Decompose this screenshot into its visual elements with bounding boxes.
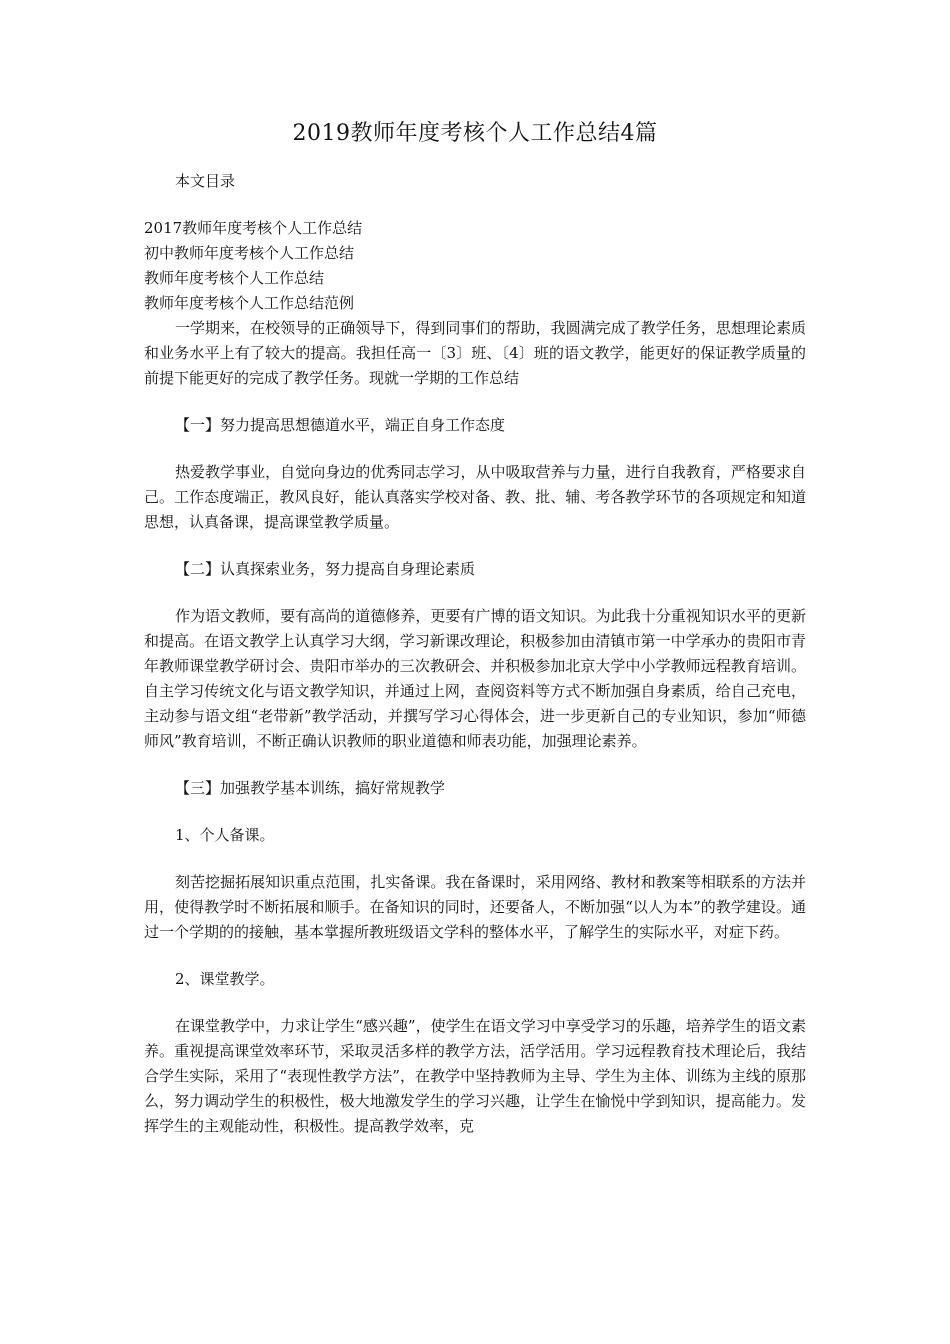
subsection-body-2: 在课堂教学中，力求让学生“感兴趣”，使学生在语文学习中享受学习的乐趣，培养学生的语文素养。重视提高课堂效率环节，采取灵活多样的教学方法，活学活用。学习远程教育技术理论后，我结合学生实际，采用了“表现性教学方法”，在教学中坚持教师为主导、学生为主体、训练为主线的原那么，努力调动学生的积极性，极大地激发学生的学习兴趣，让学生在愉悦中学到知识，提高能力。发挥学生的主观能动性，积极性。提高教学效率，克 [144,1017,806,1135]
document-title: 2019教师年度考核个人工作总结4篇 [292,121,658,146]
section-body-2: 作为语文教师，要有高尚的道德修养，更要有广博的语文知识。为此我十分重视知识水平的更新和提高。在语文教学上认真学习大纲，学习新课改理论，积极参加由清镇市第一中学承办的贵阳市青年教师课堂教学研讨会、贵阳市举办的三次教研会、并积极参加北京大学中小学教师远程教育培训。自主学习传统文化与语文教学知识，并通过上网，查阅资料等方式不断加强自身素质，给自己充电，主动参与语文组“老带新”教学活动，并撰写学习心得体会，进一步更新自己的专业知识，参加“师德师风”教育培训，不断正确认识教师的职业道德和师表功能，加强理论素养。 [144,607,806,750]
section-heading-2: 【二】认真探索业务，努力提高自身理论素质 [175,560,476,578]
subsection-heading-1: 1、个人备课。 [175,826,275,844]
toc-item[interactable]: 教师年度考核个人工作总结 [144,269,325,287]
toc-item[interactable]: 教师年度考核个人工作总结范例 [144,294,355,312]
section-heading-1: 【一】努力提高思想德道水平，端正自身工作态度 [175,416,506,434]
subsection-heading-2: 2、课堂教学。 [175,970,275,988]
intro-paragraph: 一学期来，在校领导的正确领导下，得到同事们的帮助，我圆满完成了教学任务，思想理论素质和业务水平上有了较大的提高。我担任高一〔3〕班、〔4〕班的语文教学，能更好的保证教学质量的前提下能更好的完成了教学任务。现就一学期的工作总结 [144,319,806,387]
toc-item[interactable]: 初中教师年度考核个人工作总结 [144,244,355,262]
section-body-1: 热爱教学事业，自觉向身边的优秀同志学习，从中吸取营养与力量，进行自我教育，严格要求自己。工作态度端正，教风良好，能认真落实学校对备、教、批、辅、考各教学环节的各项规定和知道思想，认真备课，提高课堂教学质量。 [144,463,806,531]
subsection-body-1: 刻苦挖掘拓展知识重点范围，扎实备课。我在备课时，采用网络、教材和教案等相联系的方法并用，使得教学时不断拓展和顺手。在备知识的同时，还要备人，不断加强“以人为本”的教学建设。通过一个学期的的接触，基本掌握所教班级语文学科的整体水平，了解学生的实际水平，对症下药。 [144,873,806,941]
toc-heading: 本文目录 [175,172,236,190]
toc-item[interactable]: 2017教师年度考核个人工作总结 [144,219,363,237]
section-heading-3: 【三】加强教学基本训练，搞好常规教学 [175,779,446,797]
document-page [144,118,806,1139]
table-of-contents [144,216,806,316]
